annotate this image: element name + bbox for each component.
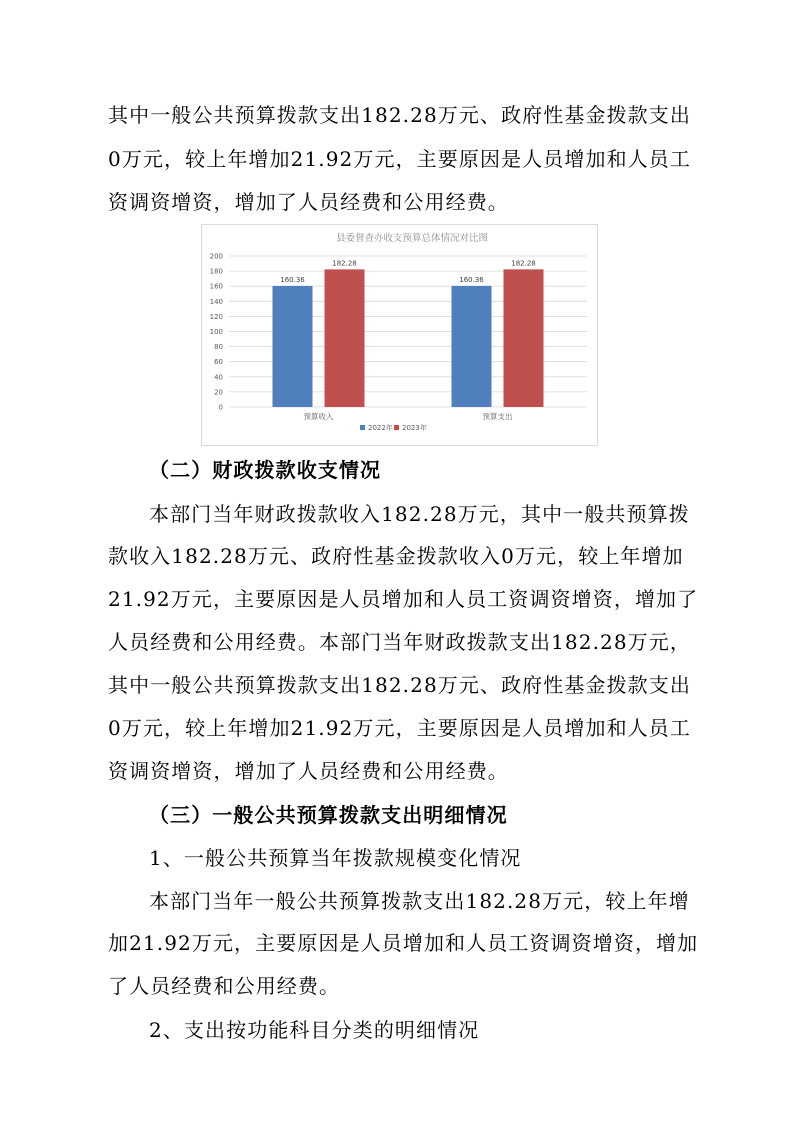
bar	[325, 269, 365, 407]
bar	[452, 286, 492, 407]
subsection-heading: 1、一般公共预算当年拨款规模变化情况	[149, 846, 522, 870]
data-label: 160.36	[459, 275, 484, 284]
y-tick-label: 160	[209, 282, 223, 291]
data-label: 160.36	[280, 275, 305, 284]
section-heading: （二）财政拨款收支情况	[149, 458, 382, 482]
body-line: 本部门当年一般公共预算拨款支出182.28万元，较上年增	[149, 889, 690, 913]
body-line: 资调资增资，增加了人员经费和公用经费。	[108, 759, 509, 783]
data-label: 182.28	[332, 259, 357, 268]
body-line: 21.92万元，主要原因是人员增加和人员工资调资增资，增加了	[108, 587, 699, 611]
y-tick-label: 100	[209, 328, 223, 336]
body-line: 人员经费和公用经费。本部门当年财政拨款支出182.28万元，	[108, 630, 691, 654]
body-line: 了人员经费和公用经费。	[108, 974, 341, 998]
body-line: 其中一般公共预算拨款支出182.28万元、政府性基金拨款支出	[108, 103, 691, 127]
y-tick-label: 80	[214, 343, 223, 352]
x-tick-label: 预算收入	[303, 412, 334, 421]
y-tick-label: 0	[218, 403, 223, 412]
y-tick-label: 200	[209, 252, 223, 261]
y-tick-label: 20	[214, 388, 223, 397]
y-tick-label: 40	[214, 373, 223, 382]
body-line: 0万元，较上年增加21.92万元，主要原因是人员增加和人员工	[108, 716, 691, 740]
x-tick-label: 预算支出	[482, 412, 513, 421]
section-heading: （三）一般公共预算拨款支出明细情况	[149, 803, 508, 827]
chart-title: 县委督查办收支预算总体情况对比图	[335, 233, 489, 244]
legend-swatch	[394, 425, 399, 430]
body-line: 0万元，较上年增加21.92万元，主要原因是人员增加和人员工	[108, 147, 691, 171]
data-label: 182.28	[511, 259, 536, 268]
y-tick-label: 140	[209, 297, 223, 306]
y-tick-label: 180	[209, 267, 223, 276]
body-line: 资调资增资，增加了人员经费和公用经费。	[108, 190, 509, 214]
legend-swatch	[360, 425, 365, 430]
bar	[504, 269, 544, 407]
budget-comparison-chart	[201, 224, 598, 446]
chart-canvas	[202, 225, 597, 445]
body-line: 加21.92万元，主要原因是人员增加和人员工资调资增资，增加	[108, 931, 699, 955]
legend-label: 2022年	[368, 424, 393, 432]
subsection-heading: 2、支出按功能科目分类的明细情况	[149, 1018, 480, 1042]
legend-label: 2023年	[402, 424, 427, 432]
y-tick-label: 60	[214, 358, 223, 367]
body-line: 款收入182.28万元、政府性基金拨款收入0万元，较上年增加	[108, 544, 684, 568]
y-tick-label: 120	[209, 312, 223, 321]
body-line: 本部门当年财政拨款收入182.28万元，其中一般共预算拨	[149, 502, 690, 526]
bar	[273, 286, 313, 407]
body-line: 其中一般公共预算拨款支出182.28万元、政府性基金拨款支出	[108, 673, 691, 697]
